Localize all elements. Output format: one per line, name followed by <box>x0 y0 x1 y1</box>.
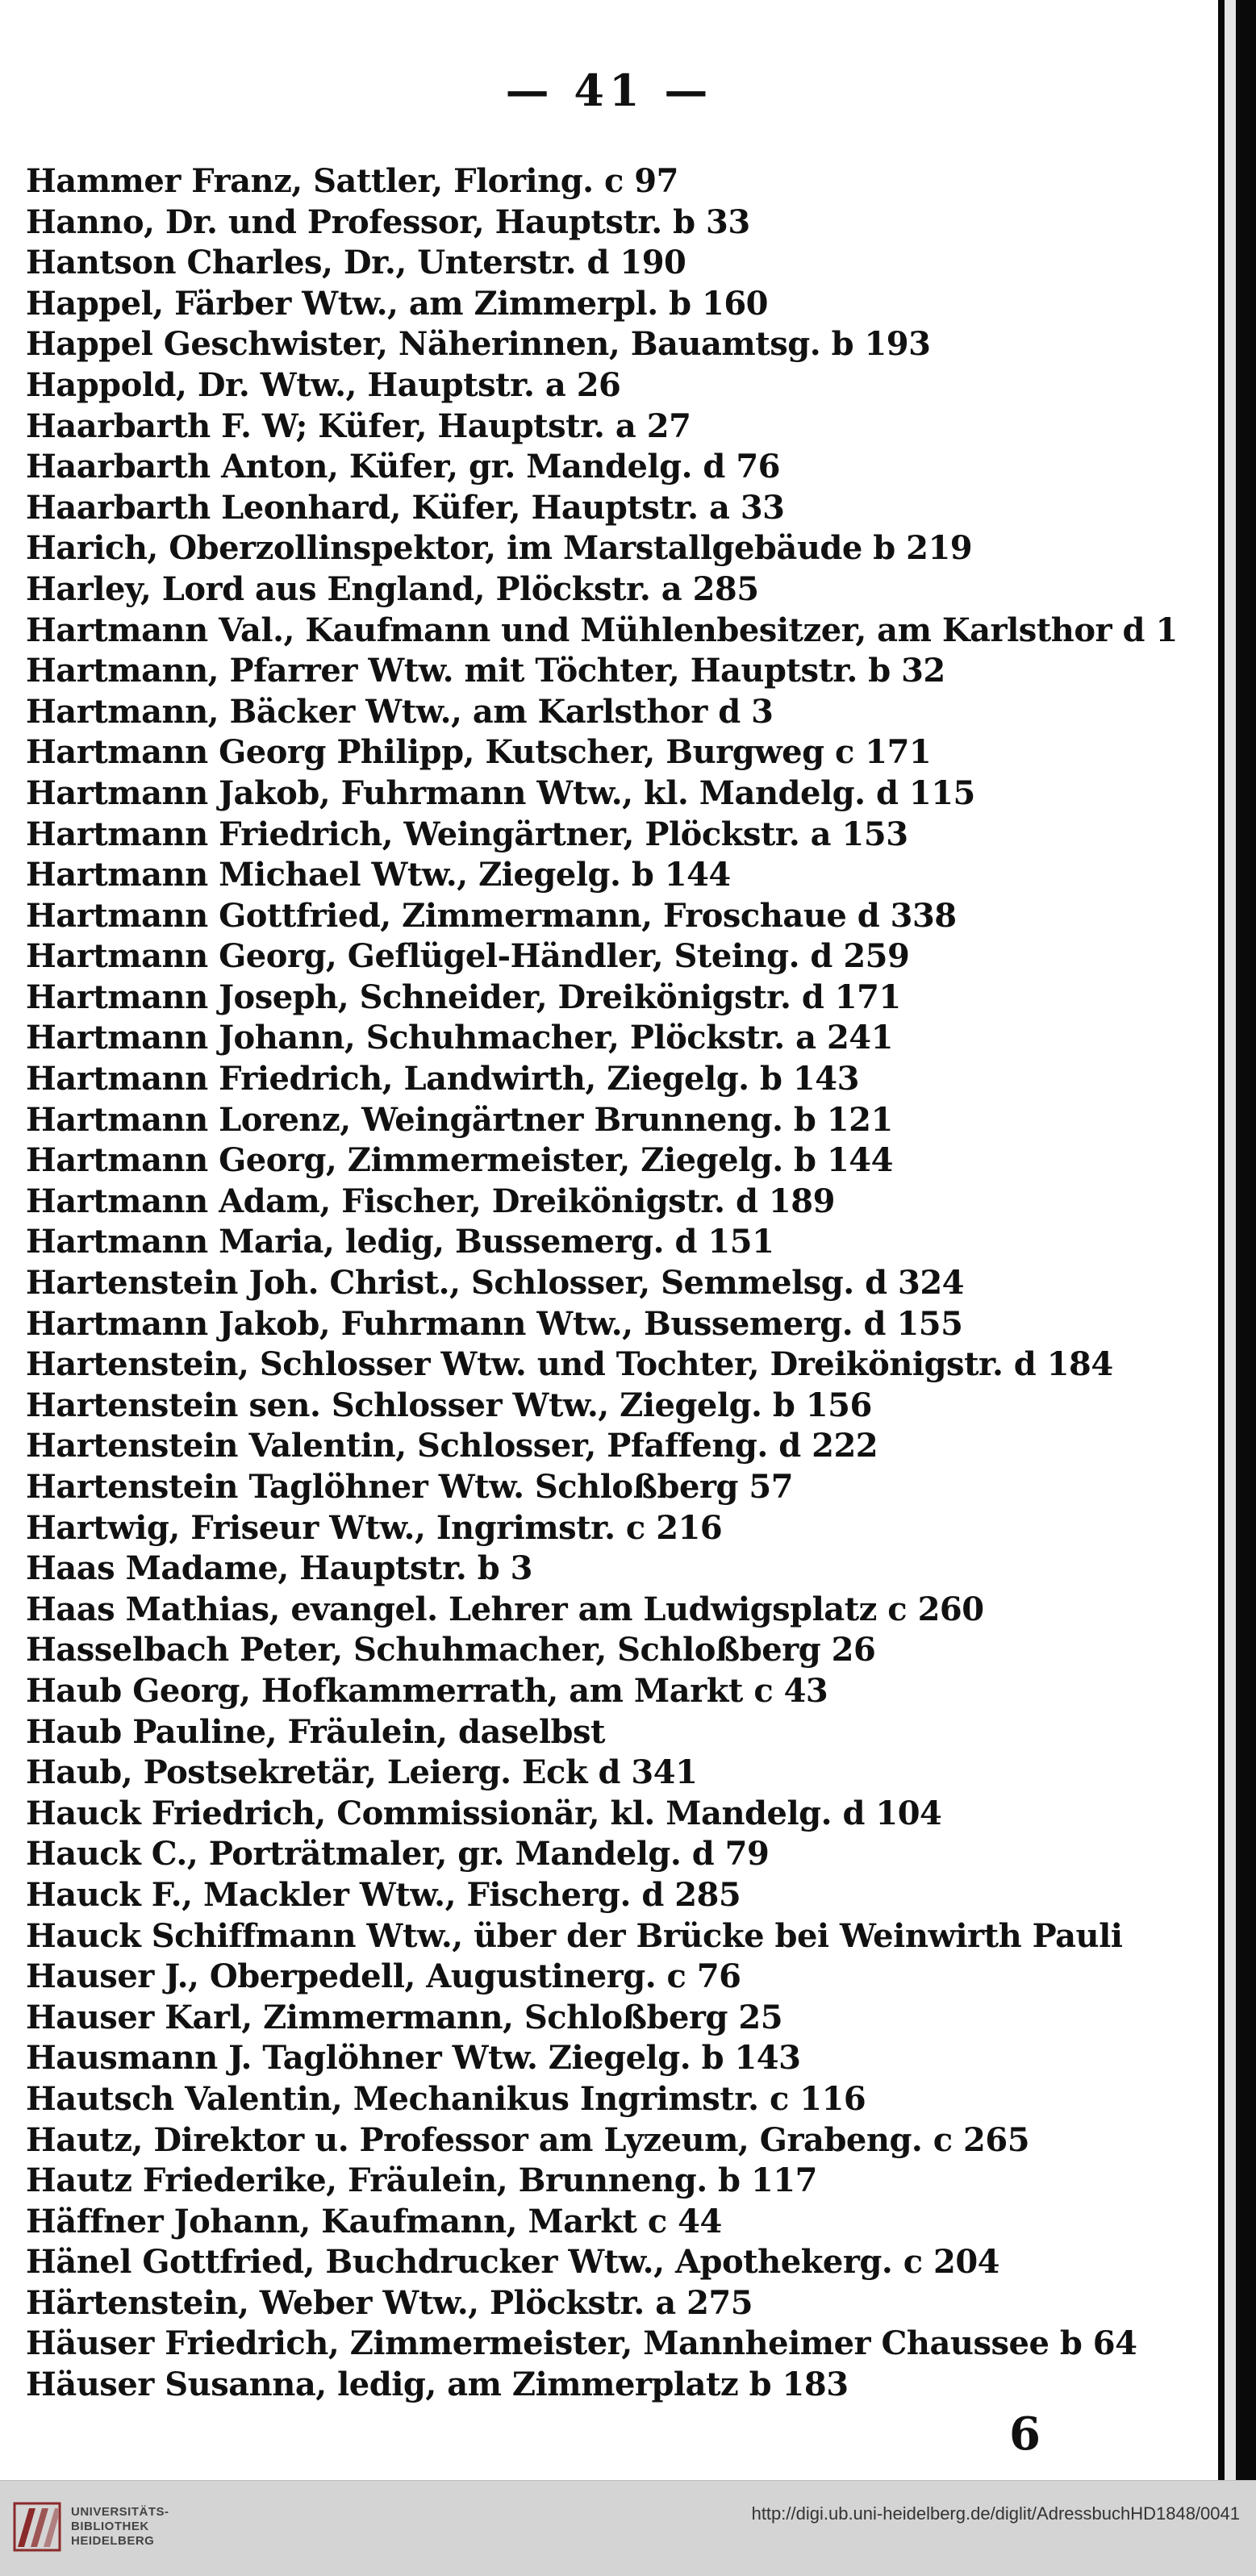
directory-entry: Hautz, Direktor u. Professor am Lyzeum, Grabeng. c 265 <box>26 2120 1030 2159</box>
directory-entry: Hartmann, Pfarrer Wtw. mit Töchter, Hauptstr. b 32 <box>26 652 945 690</box>
directory-entry: Hammer Franz, Sattler, Floring. c 97 <box>26 162 678 200</box>
university-library-logo-icon <box>11 2500 63 2553</box>
directory-entry: Hautsch Valentin, Mechanikus Ingrimstr. c 116 <box>26 2079 866 2118</box>
scan-edge-strip <box>1225 0 1236 2480</box>
directory-entry: Härtenstein, Weber Wtw., Plöckstr. a 275 <box>26 2283 753 2322</box>
directory-entry: Haub Georg, Hofkammerrath, am Markt c 43 <box>26 1671 828 1710</box>
directory-entry: Haas Mathias, evangel. Lehrer am Ludwigsplatz c 260 <box>26 1590 984 1628</box>
directory-entry: Hasselbach Peter, Schuhmacher, Schloßberg 26 <box>26 1631 876 1669</box>
directory-entry: Hartmann Georg, Zimmermeister, Ziegelg. b 144 <box>26 1141 893 1180</box>
directory-entry: Hartmann Lorenz, Weingärtner Brunneng. b 121 <box>26 1100 893 1139</box>
library-name-line: BIBLIOTHEK <box>71 2520 149 2533</box>
directory-entry-list <box>26 161 1212 2406</box>
directory-entry: Haub, Postsekretär, Leierg. Eck d 341 <box>26 1753 698 1792</box>
directory-entry: Hausmann J. Taglöhner Wtw. Ziegelg. b 143 <box>26 2039 801 2078</box>
signature-mark: 6 <box>1009 2407 1041 2461</box>
directory-entry: Haarbarth Anton, Küfer, gr. Mandelg. d 76 <box>26 448 780 486</box>
directory-entry: Hartmann Jakob, Fuhrmann Wtw., Bussemerg. d 155 <box>26 1304 963 1343</box>
directory-entry: Haarbarth F. W; Küfer, Hauptstr. a 27 <box>26 406 691 445</box>
directory-entry: Hartenstein, Schlosser Wtw. und Tochter, Dreikönigstr. d 184 <box>26 1345 1113 1384</box>
directory-entry: Hänel Gottfried, Buchdrucker Wtw., Apothekerg. c 204 <box>26 2243 999 2282</box>
viewer-footer <box>0 2480 1256 2576</box>
directory-entry: Hauser J., Oberpedell, Augustinerg. c 76 <box>26 1957 741 1996</box>
directory-entry: Happold, Dr. Wtw., Hauptstr. a 26 <box>26 365 621 404</box>
directory-entry: Haarbarth Leonhard, Küfer, Hauptstr. a 33 <box>26 488 785 527</box>
directory-entry: Hartenstein sen. Schlosser Wtw., Ziegelg. b 156 <box>26 1386 872 1424</box>
directory-entry: Haub Pauline, Fräulein, daselbst <box>26 1712 606 1751</box>
scan-edge <box>1218 0 1256 2480</box>
directory-entry: Hartmann Joseph, Schneider, Dreikönigstr. d 171 <box>26 977 901 1016</box>
directory-entry: Häuser Susanna, ledig, am Zimmerplatz b 183 <box>26 2366 849 2404</box>
directory-entry: Hartmann Georg Philipp, Kutscher, Burgweg c 171 <box>26 733 932 772</box>
directory-entry: Hartmann Georg, Geflügel-Händler, Steing. d 259 <box>26 937 910 976</box>
directory-entry: Hauck F., Mackler Wtw., Fischerg. d 285 <box>26 1875 741 1914</box>
directory-entry: Hauck C., Porträtmaler, gr. Mandelg. d 79 <box>26 1835 770 1874</box>
directory-entry: Hartmann Friedrich, Weingärtner, Plöckstr. a 153 <box>26 815 908 853</box>
directory-entry: Happel Geschwister, Näherinnen, Bauamtsg. b 193 <box>26 325 931 364</box>
directory-entry: Hartenstein Taglöhner Wtw. Schloßberg 57 <box>26 1468 794 1506</box>
directory-entry: Hantson Charles, Dr., Unterstr. d 190 <box>26 244 686 282</box>
directory-entry: Hartmann Friedrich, Landwirth, Ziegelg. b 143 <box>26 1060 859 1098</box>
directory-entry: Hartmann Maria, ledig, Bussemerg. d 151 <box>26 1223 774 1261</box>
directory-entry: Häuser Friedrich, Zimmermeister, Mannheimer Chaussee b 64 <box>26 2324 1137 2363</box>
directory-entry: Hanno, Dr. und Professor, Hauptstr. b 33 <box>26 202 750 241</box>
directory-entry: Häffner Johann, Kaufmann, Markt c 44 <box>26 2202 722 2240</box>
directory-entry: Hauck Friedrich, Commissionär, kl. Mandelg. d 104 <box>26 1794 942 1832</box>
directory-entry: Happel, Färber Wtw., am Zimmerpl. b 160 <box>26 284 768 323</box>
directory-entry: Hartenstein Joh. Christ., Schlosser, Semmelsg. d 324 <box>26 1264 965 1303</box>
library-name-line: UNIVERSITÄTS- <box>71 2505 169 2519</box>
directory-entry: Hartwig, Friseur Wtw., Ingrimstr. c 216 <box>26 1508 723 1547</box>
directory-entry: Hartmann Michael Wtw., Ziegelg. b 144 <box>26 856 731 894</box>
directory-entry: Harich, Oberzollinspektor, im Marstallgebäude b 219 <box>26 529 973 568</box>
library-name <box>71 2505 169 2549</box>
directory-entry: Hauck Schiffmann Wtw., über der Brücke bei Weinwirth Pauli <box>26 1916 1123 1955</box>
directory-entry: Hartmann Adam, Fischer, Dreikönigstr. d 189 <box>26 1182 835 1220</box>
directory-entry: Haas Madame, Hauptstr. b 3 <box>26 1549 532 1588</box>
directory-entry: Hautz Friederike, Fräulein, Brunneng. b 117 <box>26 2161 817 2200</box>
directory-entry: Harley, Lord aus England, Plöckstr. a 285 <box>26 569 759 608</box>
directory-entry: Hartmann, Bäcker Wtw., am Karlsthor d 3 <box>26 692 774 731</box>
directory-entry: Hartmann Val., Kaufmann und Mühlenbesitzer, am Karlsthor d 1 <box>26 611 1178 649</box>
directory-entry: Hauser Karl, Zimmermann, Schloßberg 25 <box>26 1998 783 2036</box>
page-number: — 41 — <box>505 65 713 116</box>
source-url-link[interactable]: http://digi.ub.uni-heidelberg.de/diglit/AdressbuchHD1848/0041 <box>751 2503 1240 2524</box>
directory-entry: Hartmann Gottfried, Zimmermann, Froschaue d 338 <box>26 896 957 935</box>
directory-entry: Hartmann Johann, Schuhmacher, Plöckstr. a 241 <box>26 1019 893 1057</box>
library-name-line: HEIDELBERG <box>71 2534 155 2548</box>
directory-entry: Hartenstein Valentin, Schlosser, Pfaffeng. d 222 <box>26 1427 878 1465</box>
directory-entry: Hartmann Jakob, Fuhrmann Wtw., kl. Mandelg. d 115 <box>26 773 975 812</box>
